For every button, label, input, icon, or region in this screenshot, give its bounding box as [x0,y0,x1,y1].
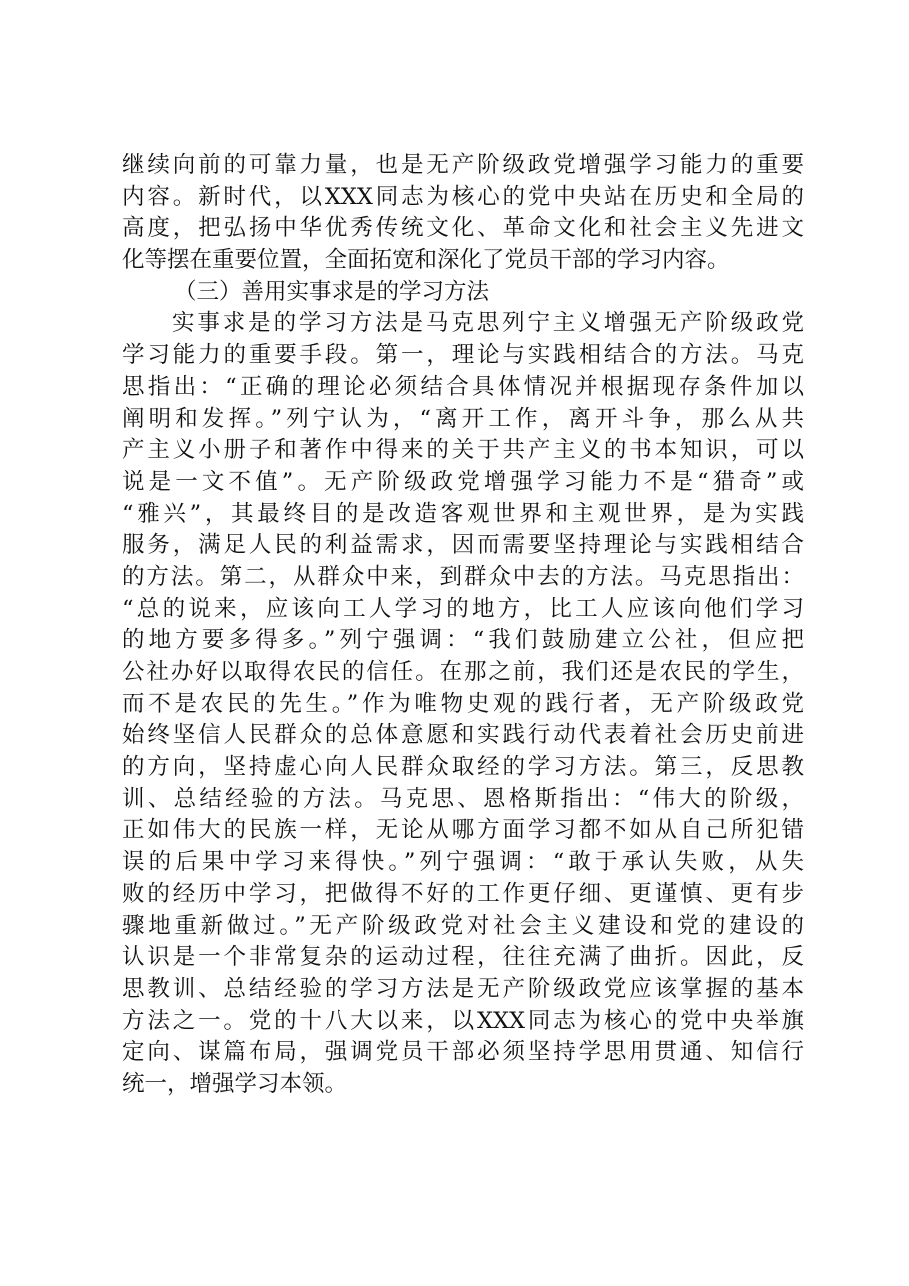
text-line: 高度，把弘扬中华优秀传统文化、革命文化和社会主义先进文 [122,215,804,242]
text-line: 定向、谋篇布局，强调党员干部必须坚持学思用贯通、知信行 [122,1039,804,1066]
text-line: 认识是一个非常复杂的运动过程，往往充满了曲折。因此，反 [122,944,804,971]
text-line: 说是一文不值”。无产阶级政党增强学习能力不是“猎奇”或 [122,468,804,495]
text-line: 继续向前的可靠力量，也是无产阶级政党增强学习能力的重要 [122,152,804,178]
text-line: 学习能力的重要手段。第一，理论与实践相结合的方法。马克 [122,342,804,369]
text-line: 统一，增强学习本领。 [122,1070,348,1097]
text-line: 的方向，坚持虚心向人民群众取经的学习方法。第三，反思教 [122,754,804,781]
text-line: 公社办好以取得农民的信任。在那之前，我们还是农民的学生， [122,659,804,685]
text-line: 阐明和发挥。”列宁认为，“离开工作，离开斗争，那么从共 [122,405,804,432]
text-line: 败的经历中学习，把做得不好的工作更仔细、更谨慎、更有步 [122,880,804,907]
text-line: 训、总结经验的方法。马克思、恩格斯指出：“伟大的阶级， [122,785,804,812]
text-line: 方法之一。党的十八大以来，以XXX同志为核心的党中央举旗 [122,1007,804,1034]
text-line: 误的后果中学习来得快。”列宁强调：“敢于承认失败，从失 [122,849,804,876]
text-line: 产主义小册子和著作中得来的关于共产主义的书本知识，可以 [122,437,804,464]
text-line: 始终坚信人民群众的总体意愿和实践行动代表着社会历史前进 [122,722,804,749]
text-line: 服务，满足人民的利益需求，因而需要坚持理论与实践相结合 [122,532,804,559]
text-line: 正如伟大的民族一样，无论从哪方面学习都不如从自己所犯错 [122,817,804,844]
text-line: 骤地重新做过。”无产阶级政党对社会主义建设和党的建设的 [122,912,804,939]
text-line: 内容。新时代，以XXX同志为核心的党中央站在历史和全局的 [122,183,804,210]
text-line: 化等摆在重要位置，全面拓宽和深化了党员干部的学习内容。 [122,247,730,274]
text-line: 思指出：“正确的理论必须结合具体情况并根据现存条件加以 [122,373,804,400]
section-heading: （三）善用实事求是的学习方法 [174,278,490,305]
text-line: “总的说来，应该向工人学习的地方，比工人应该向他们学习 [122,595,804,622]
text-line: 的方法。第二，从群众中来，到群众中去的方法。马克思指出： [122,563,804,590]
text-line: “雅兴”，其最终目的是改造客观世界和主观世界，是为实践 [122,500,804,527]
text-line: 的地方要多得多。”列宁强调：“我们鼓励建立公社，但应把 [122,627,804,654]
paragraph-first-line: 实事求是的学习方法是马克思列宁主义增强无产阶级政党 [172,310,804,337]
text-line: 思教训、总结经验的学习方法是无产阶级政党应该掌握的基本 [122,975,804,1002]
document-body [122,150,804,1101]
text-line: 而不是农民的先生。”作为唯物史观的践行者，无产阶级政党 [122,690,804,717]
